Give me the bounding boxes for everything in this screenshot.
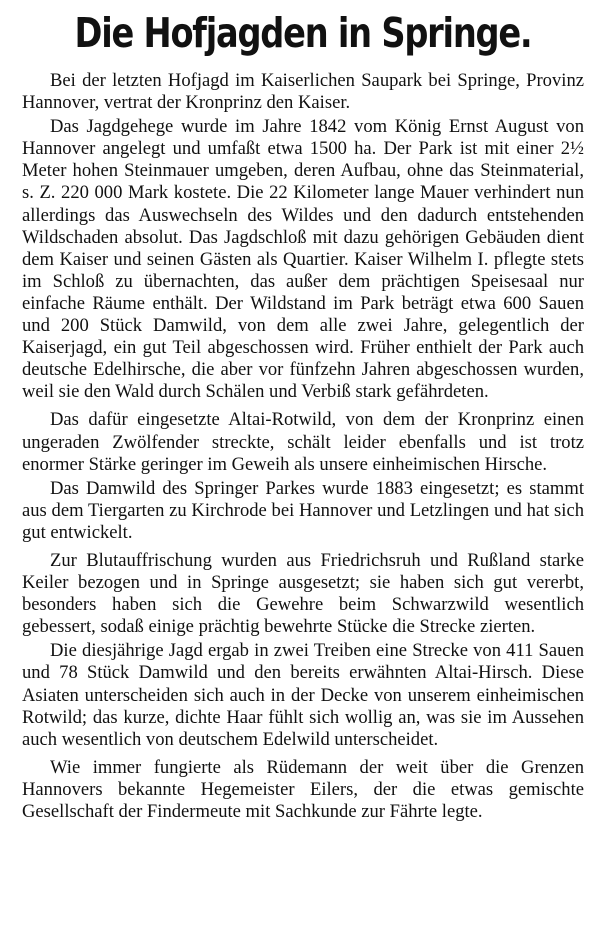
paragraph-jagdgehege: Das Jagdgehege wurde im Jahre 1842 vom König Ernst August von Hannover angelegt und umfaßt etwa 1500 ha. Der Park ist mit einer 2½ Meter hohen Steinmauer umgeben, deren Aufbau, ohne das Steinmaterial, s. Z. 220 000 Mark kostete. Die 22 Kilometer lange Mauer verhindert nun allerdings das Auswechseln des Wildes und den dadurch entstehenden Wildschaden absolut. Das Jagdschloß mit dazu gehörigen Gebäuden dient dem Kaiser und seinen Gästen als Quartier. Kaiser Wilhelm I. pflegte stets im Schloß zu übernachten, das außer dem prächtigen Speisesaal nur einfache Räume enthält. Der Wildstand im Park beträgt etwa 600 Sauen und 200 Stück Damwild, von dem alle zwei Jahre, gelegentlich der Kaiserjagd, ein gut Teil abgeschossen wird. Früher enthielt der Park auch deutsche Edelhirsche, die aber vor fünfzehn Jahren abgeschossen wurden, weil sie den Wald durch Schälen und Verbiß stark gefährdeten. [22,116,584,403]
paragraph-damwild: Das Damwild des Springer Parkes wurde 1883 eingesetzt; es stammt aus dem Tiergarten zu Kirchrode bei Hannover und Letzlingen und hat sich gut entwickelt. [22,477,584,543]
paragraph-altai-rotwild: Das dafür eingesetzte Altai-Rotwild, von dem der Kronprinz einen ungeraden Zwölfender streckte, schält leider ebenfalls und ist trotz enormer Stärke geringer im Geweih als unsere einheimischen Hirsche. [22,409,584,475]
paragraph-intro: Bei der letzten Hofjagd im Kaiserlichen Saupark bei Springe, Provinz Hannover, vertrat der Kronprinz den Kaiser. [22,70,584,114]
paragraph-strecke: Die diesjährige Jagd ergab in zwei Treiben eine Strecke von 411 Sauen und 78 Stück Damwild und den bereits erwähnten Altai-Hirsch. Diese Asiaten unterscheiden sich auch in der Decke von unserem einheimischen Rotwild; das kurze, dichte Haar fühlt sich wollig an, was sie im Aussehen auch wesentlich von deutschem Edelwild unterscheidet. [22,640,584,750]
paragraph-ruedemann: Wie immer fungierte als Rüdemann der weit über die Grenzen Hannovers bekannte Hegemeister Eilers, der die etwas gemischte Gesellschaft der Findermeute mit Sachkunde zur Fährte legte. [22,756,584,822]
article-body [22,70,584,823]
article-title: Die Hofjagden in Springe. [74,9,532,57]
paragraph-blutauffrischung: Zur Blutauffrischung wurden aus Friedrichsruh und Rußland starke Keiler bezogen und in Springe ausgesetzt; sie haben sich gut vererbt, besonders haben sich die Gewehre beim Schwarzwild wesentlich gebessert, sodaß einige prächtig bewehrte Stücke die Strecke zierten. [22,549,584,638]
